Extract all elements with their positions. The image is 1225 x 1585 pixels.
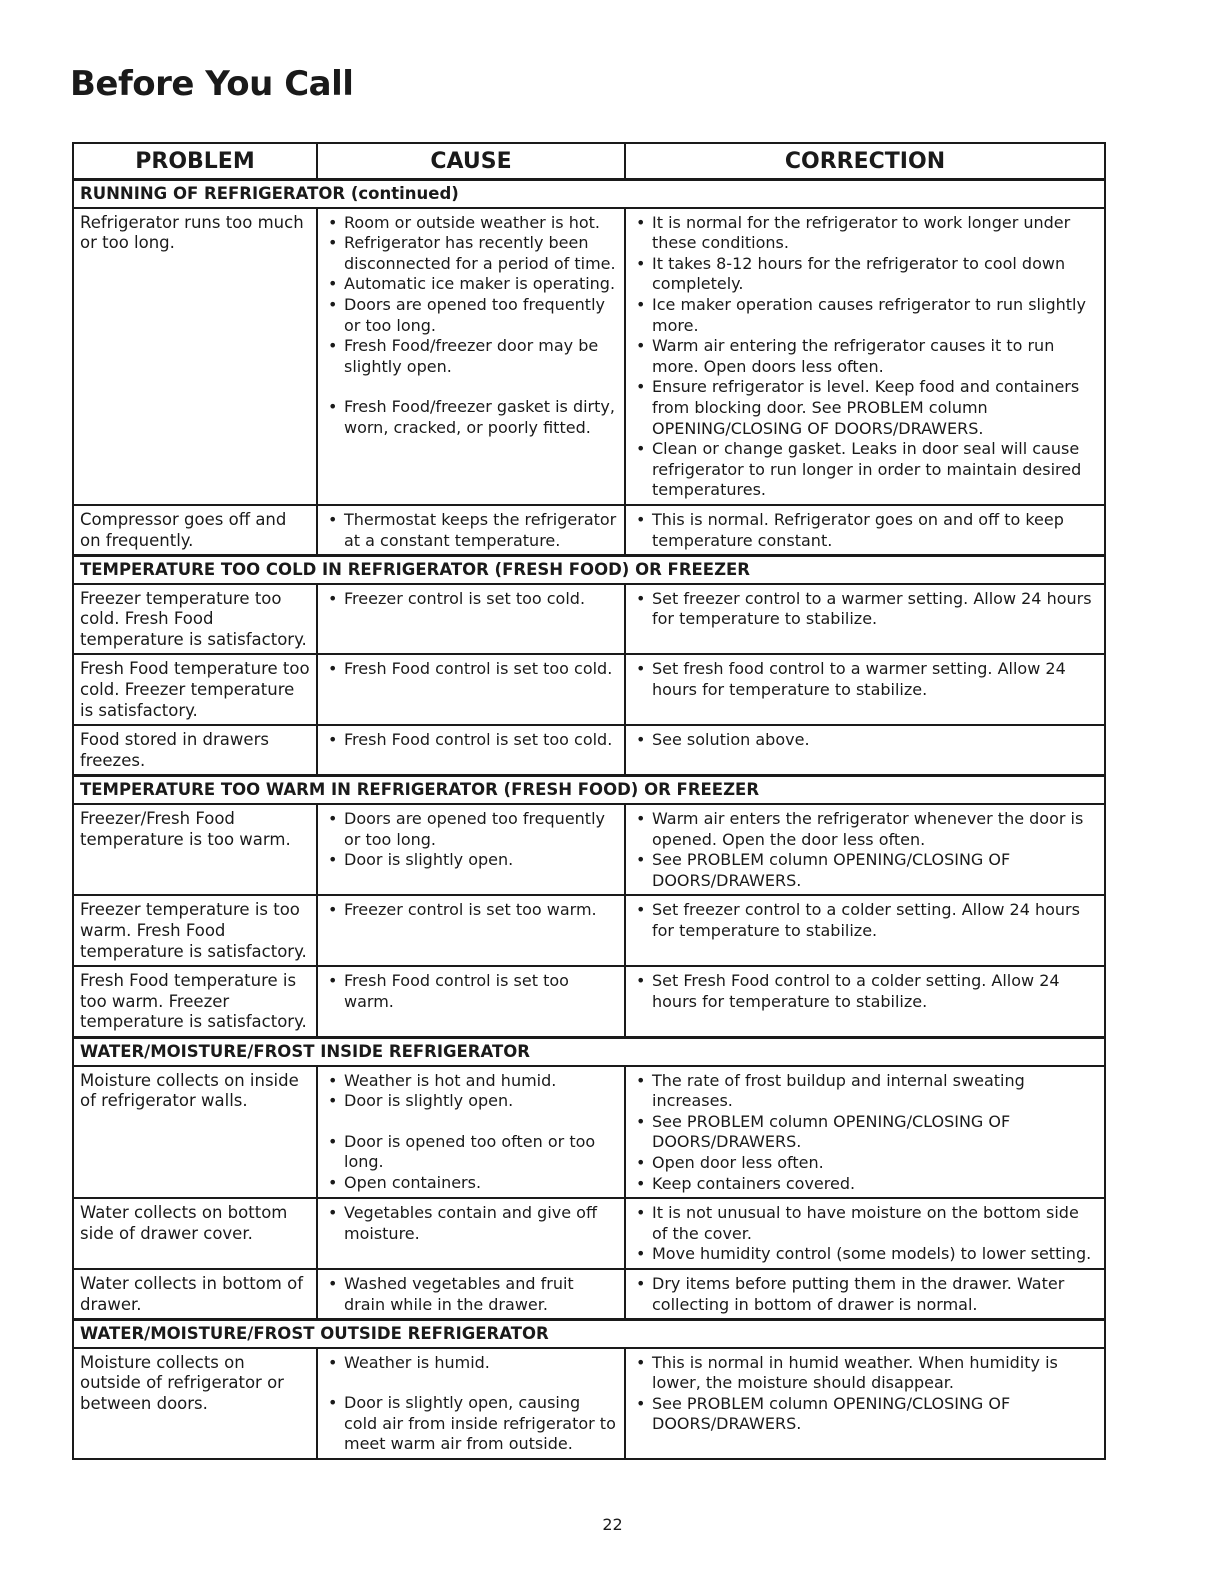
correction-cell: [625, 505, 1105, 556]
section-title: RUNNING OF REFRIGERATOR (continued): [73, 180, 1105, 208]
correction-item: • This is normal. Refrigerator goes on and off to keep temperature constant.: [632, 510, 1098, 551]
cause-item: • Fresh Food/freezer gasket is dirty, worn, cracked, or poorly fitted.: [324, 397, 618, 438]
cause-item: • Refrigerator has recently been disconnected for a period of time.: [324, 233, 618, 274]
cause-cell: [317, 1348, 625, 1459]
cause-cell: [317, 725, 625, 776]
problem-cell: Fresh Food temperature is too warm. Freezer temperature is satisfactory.: [73, 966, 317, 1037]
cause-item: • Fresh Food control is set too cold.: [324, 730, 618, 751]
cause-item: • Thermostat keeps the refrigerator at a constant temperature.: [324, 510, 618, 551]
cause-item: • Doors are opened too frequently or too long.: [324, 295, 618, 336]
correction-item: • See PROBLEM column OPENING/CLOSING OF DOORS/DRAWERS.: [632, 1394, 1098, 1435]
section-title: WATER/MOISTURE/FROST INSIDE REFRIGERATOR: [73, 1037, 1105, 1065]
section-title: WATER/MOISTURE/FROST OUTSIDE REFRIGERATOR: [73, 1320, 1105, 1348]
cause-item: • Door is slightly open.: [324, 850, 618, 871]
problem-cell: Moisture collects on outside of refrigerator or between doors.: [73, 1348, 317, 1459]
cause-item: • Washed vegetables and fruit drain while in the drawer.: [324, 1274, 618, 1315]
table-row: [73, 1198, 1105, 1269]
section-title: TEMPERATURE TOO COLD IN REFRIGERATOR (FRESH FOOD) OR FREEZER: [73, 556, 1105, 584]
correction-item: • Ensure refrigerator is level. Keep food and containers from blocking door. See PROBLEM column OPENING/CLOSING OF DOORS/DRAWERS.: [632, 377, 1098, 439]
problem-cell: Food stored in drawers freezes.: [73, 725, 317, 776]
correction-cell: [625, 208, 1105, 505]
table-row: [73, 725, 1105, 776]
problem-cell: Compressor goes off and on frequently.: [73, 505, 317, 556]
problem-cell: Moisture collects on inside of refrigerator walls.: [73, 1066, 317, 1199]
cause-item: • Open containers.: [324, 1173, 618, 1194]
section-title: TEMPERATURE TOO WARM IN REFRIGERATOR (FRESH FOOD) OR FREEZER: [73, 776, 1105, 804]
table-row: [73, 966, 1105, 1037]
correction-item: • Keep containers covered.: [632, 1174, 1098, 1195]
section-header-row: [73, 776, 1105, 804]
correction-item: • Set freezer control to a warmer setting. Allow 24 hours for temperature to stabilize.: [632, 589, 1098, 630]
table-row: [73, 1269, 1105, 1320]
cause-item: • Fresh Food control is set too cold.: [324, 659, 618, 680]
correction-cell: [625, 1269, 1105, 1320]
table-row: [73, 1348, 1105, 1459]
cause-cell: [317, 1269, 625, 1320]
cause-item: • Vegetables contain and give off moisture.: [324, 1203, 618, 1244]
header-correction: CORRECTION: [625, 143, 1105, 180]
correction-item: • Open door less often.: [632, 1153, 1098, 1174]
problem-cell: Freezer/Fresh Food temperature is too warm.: [73, 804, 317, 895]
cause-cell: [317, 966, 625, 1037]
correction-cell: [625, 804, 1105, 895]
header-cause: CAUSE: [317, 143, 625, 180]
cause-item: • Automatic ice maker is operating.: [324, 274, 618, 295]
correction-item: • Set fresh food control to a warmer setting. Allow 24 hours for temperature to stabilize.: [632, 659, 1098, 700]
cause-item: • Door is slightly open.: [324, 1091, 618, 1112]
cause-item: • Weather is hot and humid.: [324, 1071, 618, 1092]
problem-cell: Freezer temperature is too warm. Fresh Food temperature is satisfactory.: [73, 895, 317, 966]
section-header-row: [73, 556, 1105, 584]
header-problem: PROBLEM: [73, 143, 317, 180]
cause-item: • Room or outside weather is hot.: [324, 213, 618, 234]
correction-cell: [625, 1066, 1105, 1199]
problem-cell: Fresh Food temperature too cold. Freezer temperature is satisfactory.: [73, 654, 317, 725]
table-header-row: [73, 143, 1105, 180]
cause-cell: [317, 505, 625, 556]
cause-cell: [317, 654, 625, 725]
cause-cell: [317, 208, 625, 505]
correction-item: • See PROBLEM column OPENING/CLOSING OF DOORS/DRAWERS.: [632, 850, 1098, 891]
section-header-row: [73, 1037, 1105, 1065]
table-row: [73, 804, 1105, 895]
section-header-row: [73, 180, 1105, 208]
correction-item: • See solution above.: [632, 730, 1098, 751]
table-row: [73, 584, 1105, 655]
troubleshooting-table: [72, 142, 1106, 1460]
cause-cell: [317, 895, 625, 966]
cause-item: • Fresh Food control is set too warm.: [324, 971, 618, 1012]
page-number: 22: [602, 1515, 623, 1534]
section-header-row: [73, 1320, 1105, 1348]
correction-cell: [625, 654, 1105, 725]
problem-cell: Freezer temperature too cold. Fresh Food temperature is satisfactory.: [73, 584, 317, 655]
table-row: [73, 654, 1105, 725]
problem-cell: Water collects in bottom of drawer.: [73, 1269, 317, 1320]
correction-item: • Warm air enters the refrigerator whenever the door is opened. Open the door less often.: [632, 809, 1098, 850]
cause-cell: [317, 584, 625, 655]
problem-cell: Refrigerator runs too much or too long.: [73, 208, 317, 505]
correction-item: • Clean or change gasket. Leaks in door seal will cause refrigerator to run longer in order to maintain desired temperatures.: [632, 439, 1098, 501]
correction-item: • See PROBLEM column OPENING/CLOSING OF DOORS/DRAWERS.: [632, 1112, 1098, 1153]
correction-cell: [625, 966, 1105, 1037]
table-row: [73, 505, 1105, 556]
correction-cell: [625, 1348, 1105, 1459]
cause-item: • Freezer control is set too cold.: [324, 589, 618, 610]
correction-item: • It takes 8-12 hours for the refrigerator to cool down completely.: [632, 254, 1098, 295]
problem-cell: Water collects on bottom side of drawer cover.: [73, 1198, 317, 1269]
correction-cell: [625, 725, 1105, 776]
cause-cell: [317, 1198, 625, 1269]
table-row: [73, 208, 1105, 505]
correction-item: • The rate of frost buildup and internal sweating increases.: [632, 1071, 1098, 1112]
cause-cell: [317, 804, 625, 895]
cause-item: • Door is slightly open, causing cold air from inside refrigerator to meet warm air from outside.: [324, 1393, 618, 1455]
correction-item: • Set freezer control to a colder setting. Allow 24 hours for temperature to stabilize.: [632, 900, 1098, 941]
correction-cell: [625, 895, 1105, 966]
correction-item: • This is normal in humid weather. When humidity is lower, the moisture should disappear.: [632, 1353, 1098, 1394]
correction-cell: [625, 1198, 1105, 1269]
correction-item: • Ice maker operation causes refrigerator to run slightly more.: [632, 295, 1098, 336]
cause-item: • Door is opened too often or too long.: [324, 1132, 618, 1173]
correction-item: • Set Fresh Food control to a colder setting. Allow 24 hours for temperature to stabilize.: [632, 971, 1098, 1012]
cause-item: • Fresh Food/freezer door may be slightly open.: [324, 336, 618, 377]
table-row: [73, 1066, 1105, 1199]
correction-item: • Dry items before putting them in the drawer. Water collecting in bottom of drawer is normal.: [632, 1274, 1098, 1315]
cause-item: • Weather is humid.: [324, 1353, 618, 1374]
correction-item: • It is not unusual to have moisture on the bottom side of the cover.: [632, 1203, 1098, 1244]
correction-cell: [625, 584, 1105, 655]
cause-item: • Freezer control is set too warm.: [324, 900, 618, 921]
cause-cell: [317, 1066, 625, 1199]
table-row: [73, 895, 1105, 966]
correction-item: • Move humidity control (some models) to lower setting.: [632, 1244, 1098, 1265]
correction-item: • Warm air entering the refrigerator causes it to run more. Open doors less often.: [632, 336, 1098, 377]
page-title: Before You Call: [70, 64, 354, 104]
cause-item: • Doors are opened too frequently or too long.: [324, 809, 618, 850]
correction-item: • It is normal for the refrigerator to work longer under these conditions.: [632, 213, 1098, 254]
